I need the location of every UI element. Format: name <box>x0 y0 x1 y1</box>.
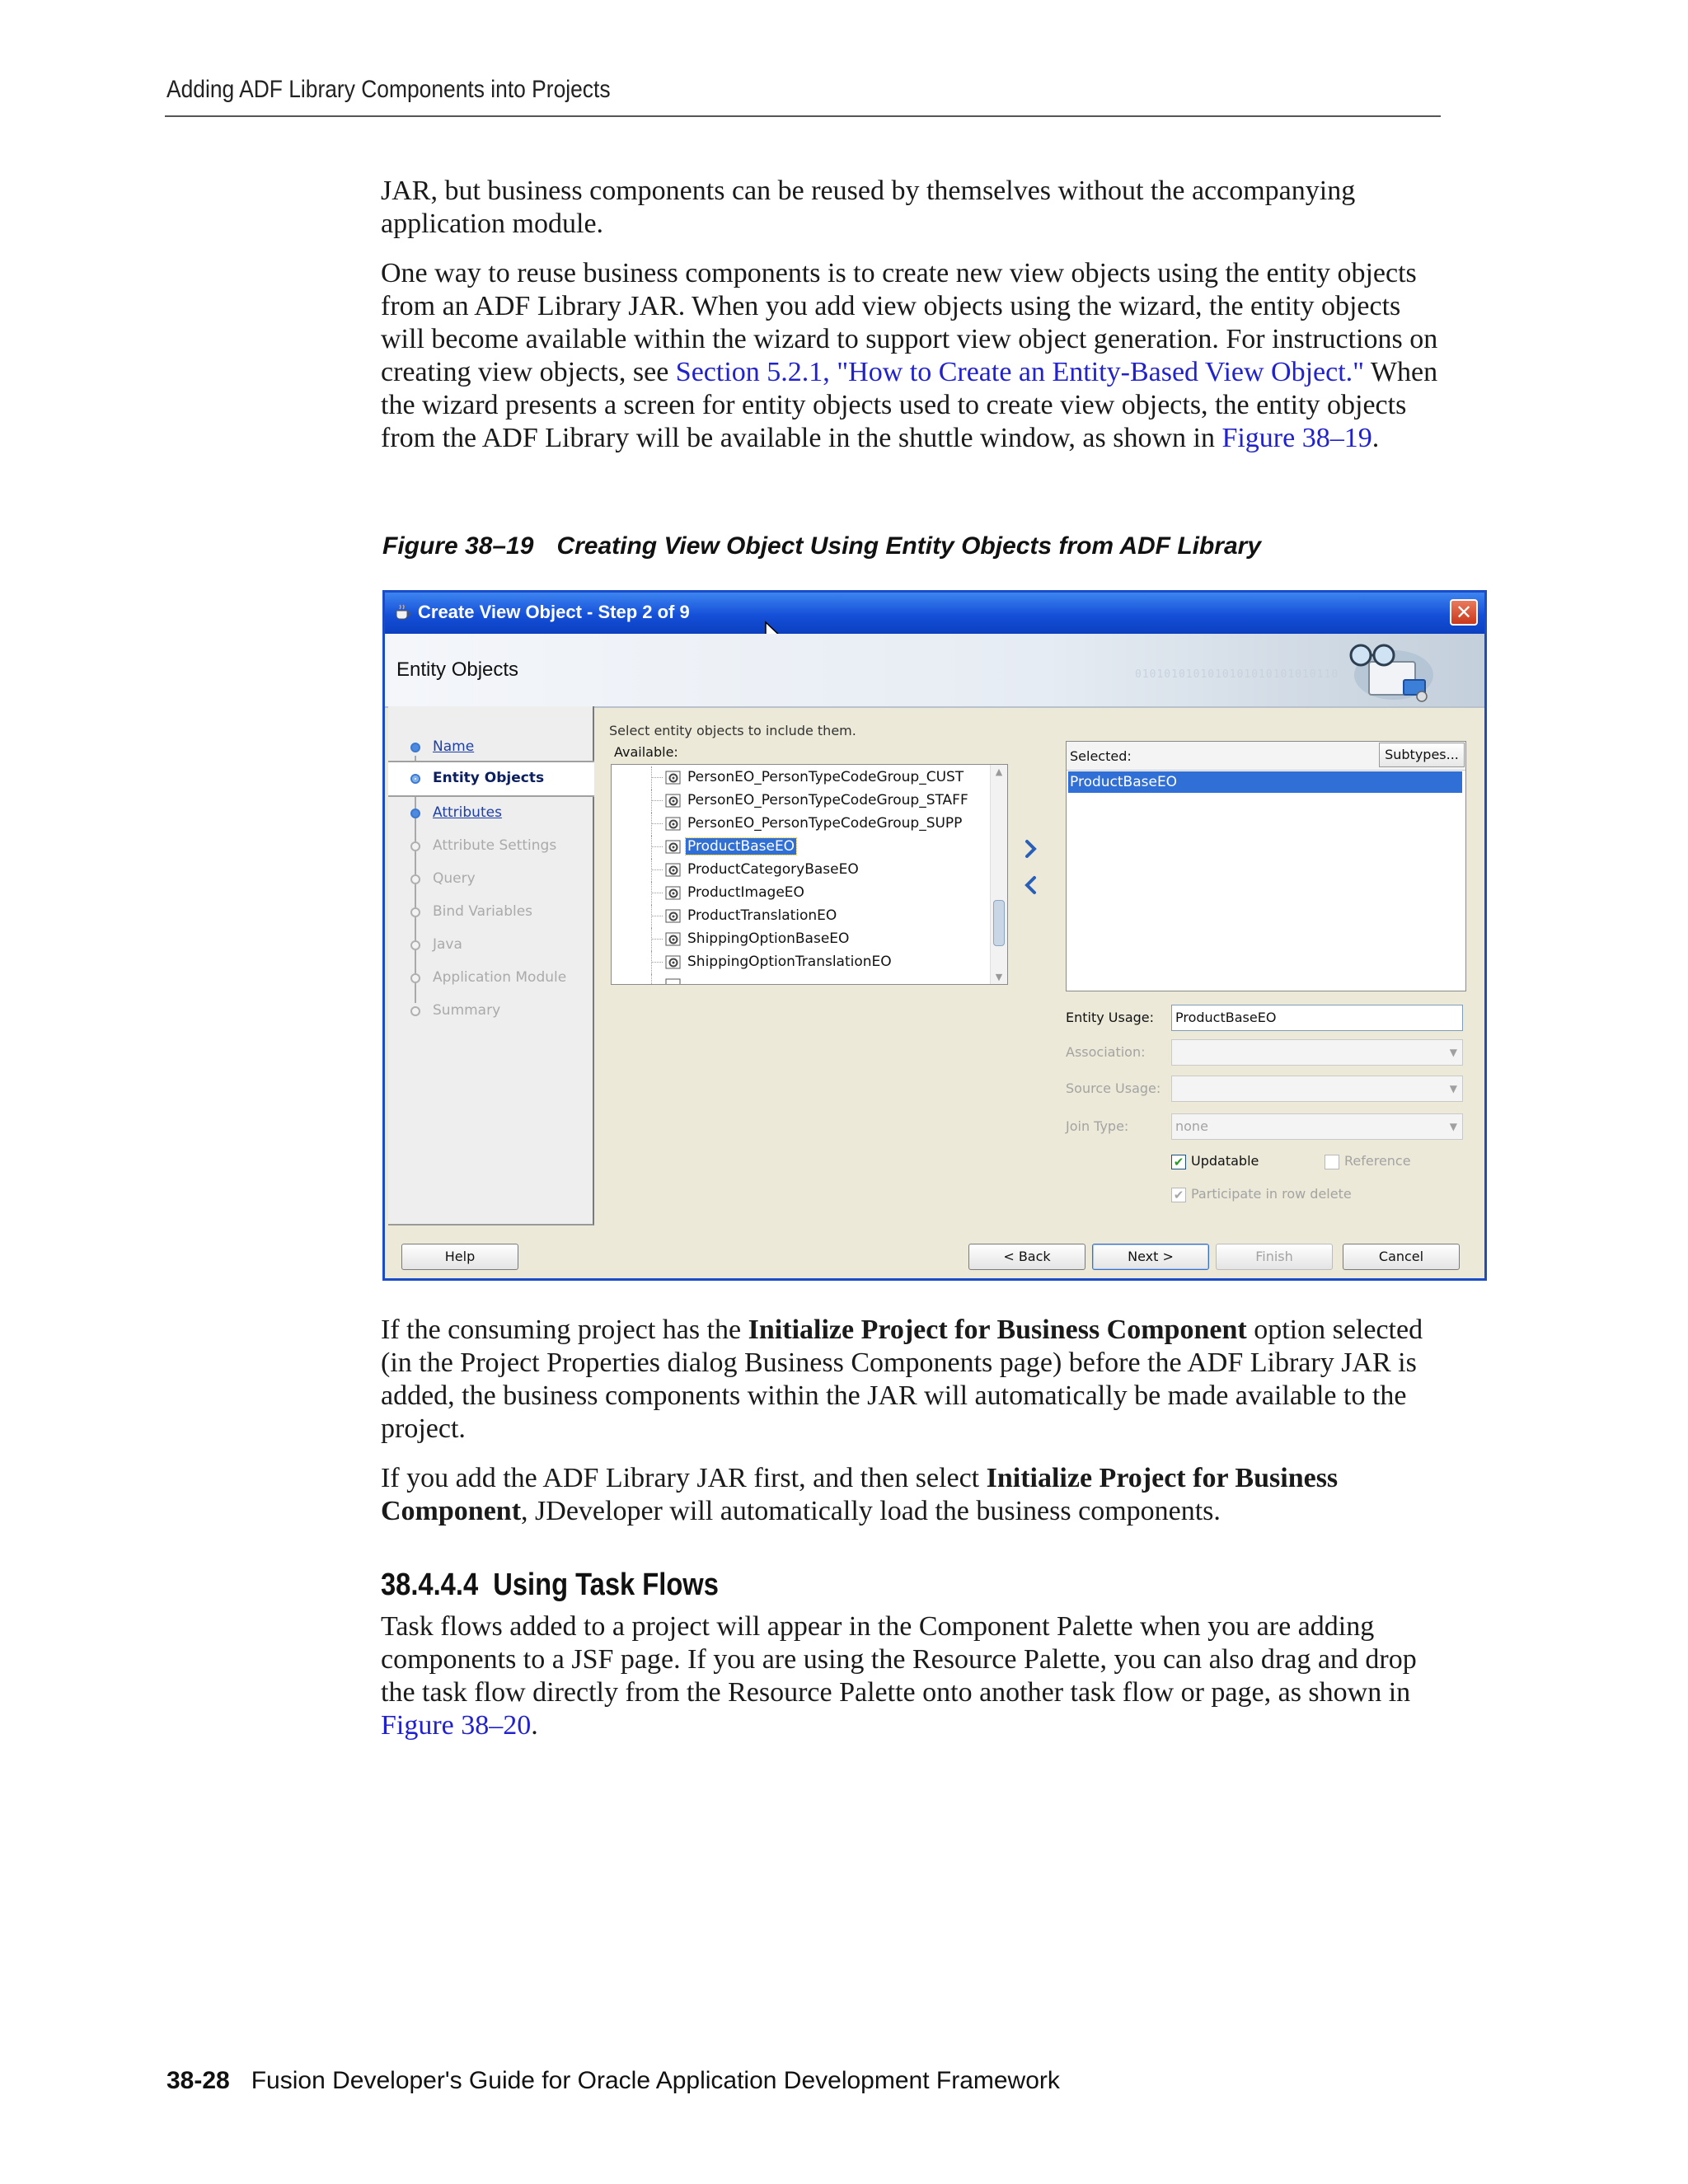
close-icon: ✕ <box>1455 601 1473 624</box>
entity-name: ProductImageEO <box>687 884 804 901</box>
tree-connector <box>651 823 663 824</box>
tree-connector <box>651 951 652 974</box>
wizard-step-name[interactable] <box>388 731 593 764</box>
selected-entity-list[interactable] <box>1066 741 1466 991</box>
move-right-icon[interactable] <box>1021 837 1041 861</box>
list-item[interactable] <box>612 928 991 951</box>
entity-name: PersonEO_PersonTypeCodeGroup_CUST <box>687 769 964 785</box>
figure-38-20-link[interactable]: Figure 38–20 <box>381 1710 532 1741</box>
source-usage-label: Source Usage: <box>1066 1080 1161 1096</box>
step-pending-icon <box>410 841 420 851</box>
tree-connector <box>651 813 652 836</box>
back-button[interactable]: < Back <box>968 1244 1085 1270</box>
tree-connector <box>651 939 663 940</box>
paragraph-5-end: . <box>531 1710 538 1741</box>
step-pending-icon <box>410 973 420 983</box>
tree-connector <box>651 790 652 813</box>
entity-object-icon <box>664 770 682 786</box>
help-button[interactable]: Help <box>401 1244 518 1270</box>
wizard-steps-nav <box>388 706 594 1226</box>
entity-object-icon <box>664 908 682 925</box>
chevron-down-icon: ▼ <box>1449 1083 1457 1094</box>
header-rule <box>165 115 1441 117</box>
next-button[interactable]: Next > <box>1092 1244 1209 1270</box>
available-list-scrollbar[interactable] <box>990 765 1007 984</box>
selected-list-header <box>1067 742 1465 771</box>
paragraph-5 <box>381 1610 1444 1742</box>
entity-name: ProductTranslationEO <box>687 907 837 924</box>
step-label: Entity Objects <box>433 770 545 786</box>
chevron-down-icon: ▼ <box>1449 1121 1457 1132</box>
tree-connector <box>651 846 663 847</box>
step-label: Name <box>433 738 475 755</box>
reference-checkbox <box>1325 1153 1411 1169</box>
figure-number: Figure 38–19 <box>382 532 534 560</box>
available-entity-list[interactable] <box>611 764 1008 985</box>
paragraph-4-bold: Initialize Project for Business Component <box>381 1463 1339 1526</box>
move-left-icon[interactable] <box>1021 873 1041 898</box>
scroll-up-arrow-icon[interactable]: ▲ <box>995 766 1003 777</box>
section-5-2-1-link[interactable]: Section 5.2.1, "How to Create an Entity-Based View Object." <box>675 357 1365 387</box>
tree-connector <box>651 882 652 905</box>
list-item[interactable] <box>612 813 991 836</box>
scrollbar-thumb[interactable] <box>993 900 1005 946</box>
tree-connector <box>651 836 652 859</box>
entity-object-icon <box>664 793 682 809</box>
page-footer <box>166 2067 1060 2095</box>
running-header: Adding ADF Library Components into Projects <box>166 76 611 103</box>
join-type-select <box>1171 1113 1463 1140</box>
join-type-label: Join Type: <box>1066 1118 1129 1134</box>
create-view-object-dialog <box>382 590 1487 1281</box>
entity-name: PersonEO_PersonTypeCodeGroup_SUPP <box>687 815 963 832</box>
unchecked-box-icon <box>1325 1155 1339 1169</box>
paragraph-2-end: . <box>1372 423 1380 453</box>
list-item[interactable] <box>612 905 991 928</box>
step-label: Summary <box>433 1002 501 1019</box>
paragraph-4-text: If you add the ADF Library JAR first, and then select <box>381 1463 987 1493</box>
finish-button: Finish <box>1216 1244 1333 1270</box>
paragraph-2-text-middle: When the wizard presents a screen for entity objects used to create view objects, the entity objects from the ADF Library will be available in the shuttle window, as shown in <box>381 357 1438 453</box>
wizard-step-attribute-settings <box>388 830 593 863</box>
entity-name: ProductCategoryBaseEO <box>687 861 859 878</box>
step-pending-icon <box>410 1006 420 1016</box>
entity-object-icon <box>664 885 682 902</box>
dialog-titlebar[interactable] <box>385 593 1484 634</box>
paragraph-5-text: Task flows added to a project will appear in the Component Palette when you are adding components to a JSF page. If you are using the Resource Palette, you can also drag and drop the task flow directly from the Resource Palette onto another task flow or page, as shown in <box>381 1611 1417 1708</box>
list-item[interactable] <box>612 790 991 813</box>
step-pending-icon <box>410 940 420 950</box>
checkmark-icon: ✔ <box>1171 1155 1186 1169</box>
source-usage-select <box>1171 1076 1463 1102</box>
banner-binary-text: 0101010101010101010101010110 <box>1135 668 1339 681</box>
tree-connector <box>651 869 663 870</box>
list-item[interactable] <box>612 951 991 974</box>
entity-object-icon <box>664 839 682 855</box>
tree-connector <box>651 974 652 985</box>
page-title: Entity Objects <box>396 658 519 681</box>
tree-connector <box>651 928 652 951</box>
paragraph-4-text-after: , JDeveloper will automatically load the business components. <box>521 1496 1221 1526</box>
entity-object-icon <box>664 954 682 971</box>
step-pending-icon <box>410 907 420 917</box>
tree-connector <box>651 905 652 928</box>
book-title: Fusion Developer's Guide for Oracle Application Development Framework <box>251 2067 1060 2094</box>
updatable-checkbox[interactable] <box>1171 1153 1259 1169</box>
paragraph-2-text: One way to reuse business components is to create new view objects using the entity objects from an ADF Library JAR. When you add view objects using the wizard, the entity objects will become available within the wizard to support view object generation. For instructions on creating view objects, see <box>381 258 1438 387</box>
step-label: Query <box>433 870 476 887</box>
section-title: Using Task Flows <box>493 1568 719 1602</box>
wizard-step-entity-objects[interactable] <box>388 761 594 797</box>
tree-connector <box>651 766 652 790</box>
wizard-step-application-module <box>388 962 593 995</box>
list-item-selected[interactable] <box>612 836 991 859</box>
paragraph-2 <box>381 257 1444 455</box>
association-label: Association: <box>1066 1044 1146 1060</box>
entity-name: ShippingOptionTranslationEO <box>687 954 892 970</box>
wizard-banner <box>385 634 1484 708</box>
paragraph-3-bold: Initialize Project for Business Component <box>748 1315 1247 1345</box>
step-label: Application Module <box>433 969 567 986</box>
figure-caption <box>382 532 1261 560</box>
paragraph-1-text: JAR, but business components can be reused by themselves without the accompanying application module. <box>381 176 1356 239</box>
entity-name: PersonEO_PersonTypeCodeGroup_STAFF <box>687 792 968 808</box>
close-button[interactable] <box>1450 599 1478 626</box>
entity-usage-input[interactable]: ProductBaseEO <box>1171 1005 1463 1031</box>
step-done-icon <box>410 743 420 752</box>
wizard-step-summary <box>388 995 593 1028</box>
subtypes-button[interactable]: Subtypes... <box>1379 743 1465 767</box>
dialog-title: Create View Object - Step 2 of 9 <box>418 602 690 622</box>
entity-name: ShippingOptionBaseEO <box>687 930 850 947</box>
list-item[interactable] <box>612 859 991 882</box>
step-done-icon <box>410 808 420 818</box>
list-item-partial <box>612 974 991 985</box>
participate-in-row-delete-checkbox <box>1171 1186 1352 1202</box>
paragraph-3 <box>381 1314 1444 1446</box>
list-item[interactable] <box>612 882 991 905</box>
paragraph-4 <box>381 1462 1444 1528</box>
available-label: Available: <box>614 744 678 760</box>
tree-connector <box>651 777 663 778</box>
entity-object-icon <box>664 816 682 832</box>
entity-name: ProductBaseEO <box>687 838 795 855</box>
list-item[interactable] <box>612 766 991 790</box>
cancel-button[interactable]: Cancel <box>1343 1244 1460 1270</box>
step-current-icon <box>410 774 420 784</box>
reference-label: Reference <box>1344 1153 1411 1169</box>
paragraph-3-text: If the consuming project has the <box>381 1315 748 1345</box>
entity-glasses-icon <box>1336 639 1435 703</box>
dialog-button-bar <box>385 1232 1484 1278</box>
join-type-value: none <box>1175 1118 1208 1134</box>
section-number: 38.4.4.4 <box>381 1568 479 1602</box>
step-label: Bind Variables <box>433 903 533 920</box>
entity-usage-label: Entity Usage: <box>1066 1010 1155 1025</box>
selected-list-item[interactable]: ProductBaseEO <box>1068 771 1462 793</box>
section-heading <box>381 1568 719 1603</box>
checkmark-icon: ✔ <box>1171 1188 1186 1202</box>
step-label: Attribute Settings <box>433 837 557 854</box>
paragraph-3-text-after: option selected (in the Project Properties dialog Business Components page) before the ADF Library JAR is added, the business components within the JAR will automatically be made available to the project. <box>381 1315 1423 1444</box>
page-number: 38-28 <box>166 2067 230 2094</box>
entity-object-icon <box>664 977 682 985</box>
wizard-step-java <box>388 929 593 962</box>
wizard-step-bind-variables <box>388 896 593 929</box>
figure-38-19-link[interactable]: Figure 38–19 <box>1221 423 1372 453</box>
wizard-step-query <box>388 863 593 896</box>
chevron-down-icon: ▼ <box>1449 1047 1457 1058</box>
step-label: Java <box>433 936 462 953</box>
participate-label: Participate in row delete <box>1191 1186 1352 1202</box>
coffee-cup-icon <box>393 602 413 622</box>
entity-object-icon <box>664 862 682 879</box>
entity-object-icon <box>664 931 682 948</box>
instruction-text: Select entity objects to include them. <box>609 723 856 738</box>
association-select <box>1171 1039 1463 1066</box>
paragraph-1 <box>381 175 1444 241</box>
wizard-step-attributes[interactable] <box>388 797 593 830</box>
tree-connector <box>651 800 663 801</box>
selected-label: Selected: <box>1070 748 1132 764</box>
updatable-label: Updatable <box>1191 1153 1259 1169</box>
tree-connector <box>651 859 652 882</box>
figure-title: Creating View Object Using Entity Objects from ADF Library <box>556 532 1262 560</box>
tree-connector <box>651 962 663 963</box>
step-label: Attributes <box>433 804 502 821</box>
step-pending-icon <box>410 874 420 884</box>
scroll-down-arrow-icon[interactable]: ▼ <box>995 972 1003 982</box>
